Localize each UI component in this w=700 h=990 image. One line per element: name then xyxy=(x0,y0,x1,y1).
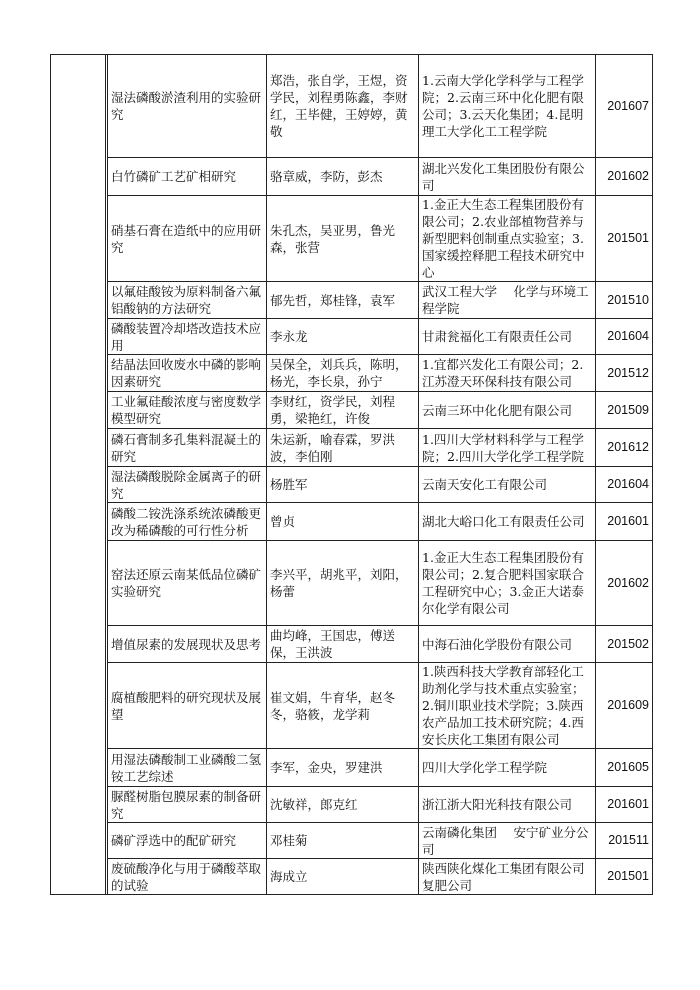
issue-code-cell: 201501 xyxy=(596,196,653,282)
paper-title-cell: 工业氟硅酸浓度与密度数学模型研究 xyxy=(108,392,267,429)
table-row xyxy=(51,663,653,749)
category-column-cell xyxy=(51,55,106,895)
issue-code-cell: 201510 xyxy=(596,282,653,319)
paper-title-cell: 窑法还原云南某低品位磷矿实验研究 xyxy=(108,541,267,626)
paper-title-cell: 磷石膏制多孔集料混凝土的研究 xyxy=(108,429,267,467)
authors-cell: 崔文娟，牛育华，赵冬冬，骆筱，龙学莉 xyxy=(267,663,419,749)
authors-cell: 吴保全，刘兵兵，陈明，杨光，李长泉，孙宁 xyxy=(267,355,419,392)
authors-cell: 邓桂菊 xyxy=(267,823,419,859)
issue-code-cell: 201602 xyxy=(596,158,653,196)
authors-cell: 李财红，资学民，刘程勇，梁艳红，许俊 xyxy=(267,392,419,429)
paper-title-cell: 增值尿素的发展现状及思考 xyxy=(108,626,267,663)
table-row xyxy=(51,429,653,467)
table-row xyxy=(51,196,653,282)
paper-title-cell: 硝基石膏在造纸中的应用研究 xyxy=(108,196,267,282)
organization-cell: 云南天安化工有限公司 xyxy=(419,467,596,503)
authors-cell: 曾贞 xyxy=(267,503,419,541)
authors-cell: 沈敏祥，郎克红 xyxy=(267,787,419,823)
authors-cell: 海成立 xyxy=(267,859,419,895)
organization-cell: 浙江浙大阳光科技有限公司 xyxy=(419,787,596,823)
organization-cell: 陕西陕化煤化工集团有限公司复肥公司 xyxy=(419,859,596,895)
table-row xyxy=(51,355,653,392)
paper-title-cell: 湿法磷酸淤渣利用的实验研究 xyxy=(108,55,267,158)
organization-cell: 武汉工程大学 化学与环境工程学院 xyxy=(419,282,596,319)
issue-code-cell: 201612 xyxy=(596,429,653,467)
table-row xyxy=(51,823,653,859)
table-row xyxy=(51,503,653,541)
organization-cell: 1.宜都兴发化工有限公司；2.江苏澄天环保科技有限公司 xyxy=(419,355,596,392)
issue-code-cell: 201604 xyxy=(596,319,653,355)
issue-code-cell: 201509 xyxy=(596,392,653,429)
authors-cell: 朱孔杰，吴亚男，鲁光森，张营 xyxy=(267,196,419,282)
issue-code-cell: 201502 xyxy=(596,626,653,663)
authors-cell: 郑浩，张自学，王煜，资学民，刘程勇陈鑫，李财红，王毕健，王婷婷，黄敬 xyxy=(267,55,419,158)
authors-cell: 杨胜军 xyxy=(267,467,419,503)
organization-cell: 云南磷化集团 安宁矿业分公司 xyxy=(419,823,596,859)
authors-cell: 郁先哲，郑桂锋，袁军 xyxy=(267,282,419,319)
authors-cell: 李永龙 xyxy=(267,319,419,355)
table-body xyxy=(51,55,653,895)
table-row xyxy=(51,749,653,787)
organization-cell: 中海石油化学股份有限公司 xyxy=(419,626,596,663)
table-row xyxy=(51,626,653,663)
paper-title-cell: 腐植酸肥料的研究现状及展望 xyxy=(108,663,267,749)
organization-cell: 1.金正大生态工程集团股份有限公司；2.复合肥料国家联合工程研究中心；3.金正大诺泰尔化学有限公司 xyxy=(419,541,596,626)
authors-cell: 李兴平，胡兆平，刘阳，杨蕾 xyxy=(267,541,419,626)
table-row xyxy=(51,467,653,503)
issue-code-cell: 201601 xyxy=(596,787,653,823)
organization-cell: 四川大学化学工程学院 xyxy=(419,749,596,787)
issue-code-cell: 201511 xyxy=(596,823,653,859)
organization-cell: 云南三环中化化肥有限公司 xyxy=(419,392,596,429)
issue-code-cell: 201512 xyxy=(596,355,653,392)
issue-code-cell: 201501 xyxy=(596,859,653,895)
issue-code-cell: 201601 xyxy=(596,503,653,541)
issue-code-cell: 201607 xyxy=(596,55,653,158)
paper-title-cell: 白竹磷矿工艺矿相研究 xyxy=(108,158,267,196)
paper-title-cell: 脲醛树脂包膜尿素的制备研究 xyxy=(108,787,267,823)
organization-cell: 1.四川大学材料科学与工程学院；2.四川大学化学工程学院 xyxy=(419,429,596,467)
table-row xyxy=(51,319,653,355)
authors-cell: 朱运新，喻春霖，罗洪波，李伯刚 xyxy=(267,429,419,467)
paper-title-cell: 磷酸二铵洗涤系统浓磷酸更改为稀磷酸的可行性分析 xyxy=(108,503,267,541)
organization-cell: 1.陕西科技大学教育部轻化工助剂化学与技术重点实验室；2.铜川职业技术学院；3.陕西农产品加工技术研究院；4.西安长庆化工集团有限公司 xyxy=(419,663,596,749)
table-row xyxy=(51,55,653,158)
authors-cell: 骆章威，李防，彭杰 xyxy=(267,158,419,196)
issue-code-cell: 201605 xyxy=(596,749,653,787)
table-row xyxy=(51,282,653,319)
paper-title-cell: 废硫酸净化与用于磷酸萃取的试验 xyxy=(108,859,267,895)
paper-title-cell: 以氟硅酸铵为原料制备六氟铝酸钠的方法研究 xyxy=(108,282,267,319)
authors-cell: 曲均峰，王国忠，傅送保，王洪波 xyxy=(267,626,419,663)
organization-cell: 湖北大峪口化工有限责任公司 xyxy=(419,503,596,541)
paper-title-cell: 磷矿浮选中的配矿研究 xyxy=(108,823,267,859)
authors-cell: 李军，金央，罗建洪 xyxy=(267,749,419,787)
paper-title-cell: 磷酸装置冷却塔改造技术应用 xyxy=(108,319,267,355)
issue-code-cell: 201604 xyxy=(596,467,653,503)
table-row xyxy=(51,392,653,429)
table-row xyxy=(51,859,653,895)
organization-cell: 湖北兴发化工集团股份有限公司 xyxy=(419,158,596,196)
paper-title-cell: 湿法磷酸脱除金属离子的研究 xyxy=(108,467,267,503)
table-row xyxy=(51,787,653,823)
paper-title-cell: 用湿法磷酸制工业磷酸二氢铵工艺综述 xyxy=(108,749,267,787)
table-row xyxy=(51,541,653,626)
organization-cell: 甘肃瓮福化工有限责任公司 xyxy=(419,319,596,355)
paper-title-cell: 结晶法回收废水中磷的影响因素研究 xyxy=(108,355,267,392)
organization-cell: 1.云南大学化学科学与工程学院；2.云南三环中化化肥有限公司；3.云天化集团；4.昆明理工大学化工工程学院 xyxy=(419,55,596,158)
issue-code-cell: 201609 xyxy=(596,663,653,749)
table-row xyxy=(51,158,653,196)
organization-cell: 1.金正大生态工程集团股份有限公司；2.农业部植物营养与新型肥料创制重点实验室；3.国家缓控释肥工程技术研究中心 xyxy=(419,196,596,282)
literature-table xyxy=(50,54,653,895)
issue-code-cell: 201602 xyxy=(596,541,653,626)
